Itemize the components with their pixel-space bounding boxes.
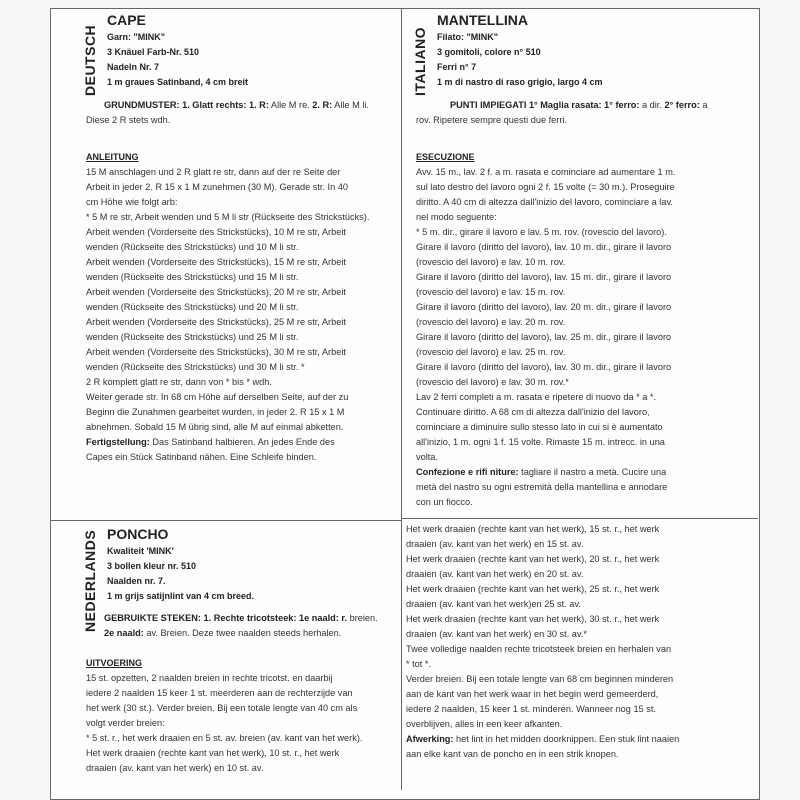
stitch-text-row2: Alle M li. — [332, 100, 369, 110]
pattern-title-mantellina: MANTELLINA — [437, 12, 528, 28]
instruction-line: iedere 2 naalden 15 keer 1 st. meerderen aan de rechterzijde van — [86, 688, 353, 698]
instruction-line: iedere 2 naalden, 15 keer 1 st. minderen. Wanneer nog 15 st. — [406, 704, 656, 714]
instruction-line: all'inizio, 1 m. ogni 1 f. 15 volte. Rimaste 15 m. intrecc. in una — [416, 437, 665, 447]
material-ribbon: 1 m graues Satinband, 4 cm breit — [107, 77, 249, 87]
stitch-repeat: Diese 2 R stets wdh. — [86, 115, 171, 125]
finishing-text: het lint in het midden doorknippen. Een stuk lint naaien — [453, 734, 680, 744]
instruction-line: 15 M anschlagen und 2 R glatt re str, dann auf der re Seite der — [86, 167, 341, 177]
instruction-line: draaien (av. kant van het werk)en 25 st. av. — [406, 599, 581, 609]
instruction-line: diritto. A 40 cm di altezza dall'inizio del lavoro, cominciare a lav. — [416, 197, 673, 207]
instruction-line: draaien (av. kant van het werk) en 30 st. av.* — [406, 629, 587, 639]
instruction-line: (rovescio del lavoro) e lav. 15 m. rov. — [416, 287, 566, 297]
instruction-line: wenden (Rückseite des Strickstücks) und 25 M li str. — [86, 332, 299, 342]
instruction-line: (rovescio del lavoro) e lav. 25 m. rov. — [416, 347, 566, 357]
instruction-line: Arbeit in jeder 2. R 15 x 1 M zunehmen (30 M). Gerade str. In 40 — [86, 182, 348, 192]
instruction-line: Weiter gerade str. In 68 cm Höhe auf derselben Seite, auf der zu — [86, 392, 349, 402]
instruction-line: Girare il lavoro (diritto del lavoro), lav. 20 m. dir., girare il lavoro — [416, 302, 672, 312]
instruction-line: draaien (av. kant van het werk) en 20 st. av. — [406, 569, 584, 579]
instruction-line: Girare il lavoro (diritto del lavoro), lav. 25 m. dir., girare il lavoro — [416, 332, 672, 342]
stitch-pattern-nederlands — [86, 611, 392, 641]
instruction-lines — [86, 671, 396, 776]
stitch-label-row2: 2° ferro: — [664, 100, 700, 110]
material-ribbon: 1 m di nastro di raso grigio, largo 4 cm — [437, 77, 603, 87]
material-skeins: 3 Knäuel Farb-Nr. 510 — [107, 47, 200, 57]
instruction-line: Avv. 15 m., lav. 2 f. a m. rasata e cominciare ad aumentare 1 m. — [416, 167, 676, 177]
instruction-line: Het werk draaien (rechte kant van het werk), 25 st. r., het werk — [406, 584, 660, 594]
instruction-line: Verder breien. Bij een totale lengte van 68 cm beginnen minderen — [406, 674, 674, 684]
instruction-line: Arbeit wenden (Vorderseite des Strickstücks), 20 M re str, Arbeit — [86, 287, 346, 297]
finishing-text-2: Capes ein Stück Satinband nähen. Eine Schleife binden. — [86, 452, 317, 462]
instruction-line: draaien (av. kant van het werk) en 15 st. av. — [406, 539, 584, 549]
instruction-line: Arbeit wenden (Vorderseite des Strickstücks), 15 M re str, Arbeit — [86, 257, 346, 267]
section-heading-anleitung: ANLEITUNG — [86, 152, 139, 162]
instruction-line: het werk (30 st.). Verder breien. Bij een totale lengte van 40 cm als — [86, 703, 358, 713]
instructions-nederlands-continued — [406, 522, 746, 762]
instruction-line: (rovescio del lavoro) e lav. 20 m. rov. — [416, 317, 566, 327]
finishing-label: Confezione e rifi niture: — [416, 467, 519, 477]
stitch-label: GRUNDMUSTER: 1. Glatt rechts: 1. R: — [104, 100, 269, 110]
instruction-line: * 5 M re str, Arbeit wenden und 5 M li str (Rückseite des Strickstücks). — [86, 212, 370, 222]
instruction-line: * tot *. — [406, 659, 432, 669]
instruction-line: (rovescio del lavoro) e lav. 10 m. rov. — [416, 257, 566, 267]
stitch-pattern-italiano — [416, 98, 746, 128]
instruction-lines — [416, 165, 746, 465]
instruction-line: abnehmen. Sobald 15 M übrig sind, alle M auf einmal abketten. — [86, 422, 344, 432]
language-label-nederlands: NEDERLANDS — [82, 529, 98, 632]
stitch-text: breien. — [347, 613, 378, 623]
stitch-text: a dir. — [639, 100, 665, 110]
instructions-nederlands — [86, 656, 396, 776]
instruction-line: 15 st. opzetten, 2 naalden breien in rechte tricotst. en daarbij — [86, 673, 333, 683]
instruction-line: Girare il lavoro (diritto del lavoro), lav. 30 m. dir., girare il lavoro — [416, 362, 672, 372]
language-label-italiano: ITALIANO — [412, 26, 428, 96]
instruction-line: Girare il lavoro (diritto del lavoro), lav. 10 m. dir., girare il lavoro — [416, 242, 672, 252]
material-yarn: Filato: "MINK" — [437, 32, 499, 42]
material-yarn: Garn: "MINK" — [107, 32, 166, 42]
stitch-text-row2: av. Breien. Deze twee naalden steeds herhalen. — [143, 628, 342, 638]
instruction-line: sul lato destro del lavoro ogni 2 f. 15 volte (= 30 m.). Proseguire — [416, 182, 675, 192]
stitch-text-row2: a — [699, 100, 708, 110]
materials-list-deutsch — [107, 30, 248, 90]
instruction-lines — [406, 522, 746, 732]
instruction-line: cominciare a diminuire sullo stesso lato in cui si è aumentato — [416, 422, 663, 432]
instruction-line: Lav 2 ferri completi a m. rasata e ripetere di nuovo da * a *. — [416, 392, 657, 402]
stitch-repeat: rov. Ripetere sempre questi due ferri. — [416, 115, 567, 125]
finishing-text: Das Satinband halbieren. An jedes Ende des — [149, 437, 335, 447]
instruction-line: Beginn die Zunahmen gearbeitet wurden, in jeder 2. R 15 x 1 M — [86, 407, 345, 417]
instruction-line: 2 R komplett glatt re str, dann von * bis * wdh. — [86, 377, 272, 387]
instruction-line: nel modo seguente: — [416, 212, 497, 222]
row-divider-right — [401, 518, 758, 519]
materials-list-nederlands — [107, 544, 254, 604]
material-skeins: 3 gomitoli, colore n° 510 — [437, 47, 541, 57]
instruction-line: cm Höhe wie folgt arb: — [86, 197, 178, 207]
instruction-line: * 5 m. dir., girare il lavoro e lav. 5 m. rov. (rovescio del lavoro). — [416, 227, 667, 237]
stitch-pattern-deutsch — [86, 98, 386, 128]
instruction-line: Arbeit wenden (Vorderseite des Strickstücks), 30 M re str, Arbeit — [86, 347, 346, 357]
instruction-line: wenden (Rückseite des Strickstücks) und 10 M li str. — [86, 242, 299, 252]
material-needles: Naalden nr. 7. — [107, 576, 166, 586]
instruction-line: aan de kant van het werk waar in het begin werd gemeerderd, — [406, 689, 659, 699]
column-divider-lower — [401, 520, 402, 790]
language-label-deutsch: DEUTSCH — [82, 24, 98, 96]
stitch-label: PUNTI IMPIEGATI 1° Maglia rasata: 1° ferro: — [450, 100, 640, 110]
row-divider-left — [50, 520, 402, 521]
stitch-text: Alle M re. — [268, 100, 313, 110]
instruction-line: overblijven, alles in een keer afkanten. — [406, 719, 563, 729]
instruction-line: (rovescio del lavoro) e lav. 30 m. rov.* — [416, 377, 569, 387]
instruction-line: Continuare diritto. A 68 cm di altezza dall'inizio del lavoro, — [416, 407, 650, 417]
instruction-line: draaien (av. kant van het werk) en 10 st. av. — [86, 763, 264, 773]
column-divider — [401, 8, 402, 520]
finishing-text-2: metà del nastro su ogni estremità della mantellina e annodare — [416, 482, 668, 492]
instruction-line: Arbeit wenden (Vorderseite des Strickstücks), 25 M re str, Arbeit — [86, 317, 346, 327]
instruction-line: Twee volledige naalden rechte tricotsteek breien en herhalen van — [406, 644, 672, 654]
instruction-line: * 5 st. r., het werk draaien en 5 st. av. breien (av. kant van het werk). — [86, 733, 363, 743]
stitch-label-row2: 2e naald: — [104, 628, 144, 638]
stitch-label: GEBRUIKTE STEKEN: 1. Rechte tricotsteek: 1e naald: r. — [104, 613, 348, 623]
pattern-title-cape: CAPE — [107, 12, 146, 28]
instruction-line: wenden (Rückseite des Strickstücks) und 15 M li str. — [86, 272, 299, 282]
instructions-deutsch — [86, 150, 386, 465]
instructions-italiano — [416, 150, 746, 510]
finishing-text-3: con un fiocco. — [416, 497, 473, 507]
instruction-lines — [86, 165, 386, 435]
instruction-line: Het werk draaien (rechte kant van het werk), 30 st. r., het werk — [406, 614, 660, 624]
material-skeins: 3 bollen kleur nr. 510 — [107, 561, 197, 571]
stitch-label-row2: 2. R: — [312, 100, 333, 110]
instruction-line: wenden (Rückseite des Strickstücks) und 20 M li str. — [86, 302, 299, 312]
finishing-label: Fertigstellung: — [86, 437, 150, 447]
instruction-line: volgt verder breien: — [86, 718, 165, 728]
materials-list-italiano — [437, 30, 603, 90]
instruction-line: volta. — [416, 452, 438, 462]
material-needles: Ferri n° 7 — [437, 62, 477, 72]
finishing-label: Afwerking: — [406, 734, 454, 744]
finishing-text-2: aan elke kant van de poncho en in een strik knopen. — [406, 749, 619, 759]
material-needles: Nadeln Nr. 7 — [107, 62, 160, 72]
material-ribbon: 1 m grijs satijnlint van 4 cm breed. — [107, 591, 255, 601]
section-heading-esecuzione: ESECUZIONE — [416, 152, 475, 162]
finishing-text: tagliare il nastro a metà. Cucire una — [518, 467, 667, 477]
instruction-line: Het werk draaien (rechte kant van het werk), 20 st. r., het werk — [406, 554, 660, 564]
instruction-line: Girare il lavoro (diritto del lavoro), lav. 15 m. dir., girare il lavoro — [416, 272, 672, 282]
instruction-line: Het werk draaien (rechte kant van het werk), 10 st. r., het werk — [86, 748, 340, 758]
material-yarn: Kwaliteit 'MINK' — [107, 546, 174, 556]
section-heading-uitvoering: UITVOERING — [86, 658, 143, 668]
instruction-line: Arbeit wenden (Vorderseite des Strickstücks), 10 M re str, Arbeit — [86, 227, 346, 237]
instruction-line: Het werk draaien (rechte kant van het werk), 15 st. r., het werk — [406, 524, 660, 534]
instruction-line: wenden (Rückseite des Strickstücks) und 30 M li str. * — [86, 362, 305, 372]
pattern-title-poncho: PONCHO — [107, 526, 169, 542]
